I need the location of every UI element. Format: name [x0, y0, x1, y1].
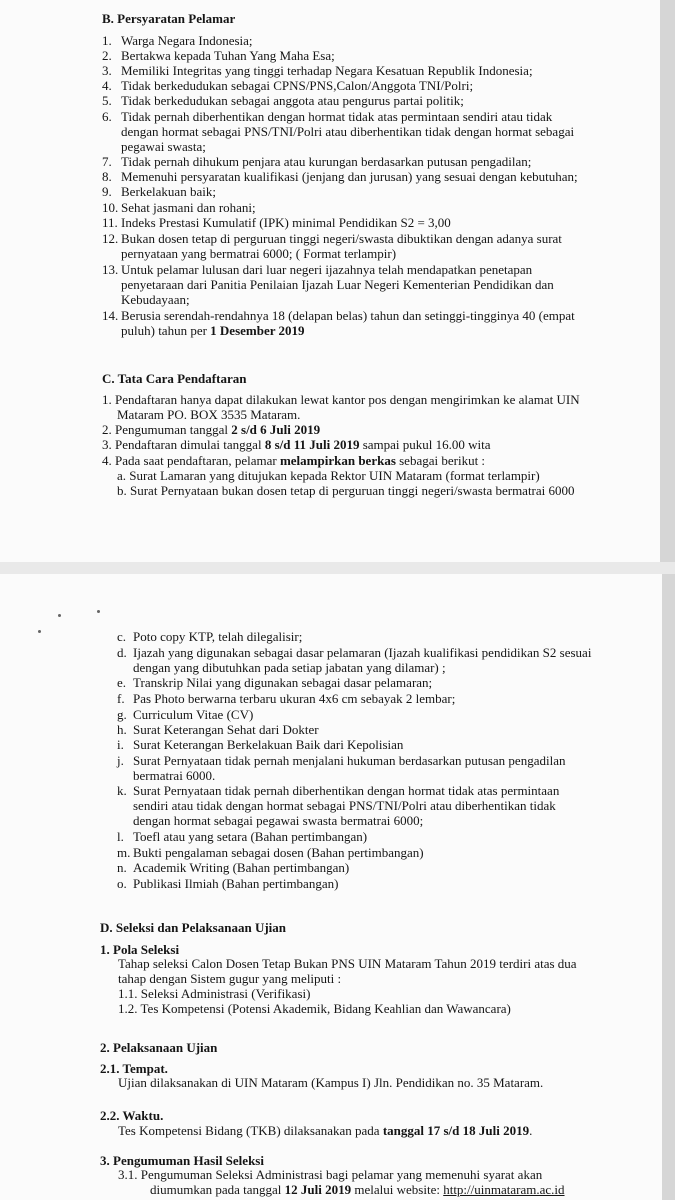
- attachment-text: Bukti pengalaman sebagai dosen (Bahan pertimbangan): [133, 845, 424, 860]
- section-d-title: D. Seleksi dan Pelaksanaan Ujian: [100, 920, 287, 935]
- announcement-3-1-line-2: diumumkan pada tanggal 12 Juli 2019 melalui website: http://uinmataram.ac.id: [150, 1182, 565, 1197]
- requirement-text: Tidak berkedudukan sebagai CPNS/PNS,Calon/Anggota TNI/Polri;: [121, 78, 474, 93]
- attachment-letter: l.: [117, 829, 124, 844]
- section-c-title: C. Tata Cara Pendaftaran: [102, 371, 247, 386]
- requirement-text: puluh) tahun per 1 Desember 2019: [121, 323, 305, 338]
- attachment-letter: d.: [117, 645, 127, 660]
- requirement-text: Warga Negara Indonesia;: [121, 33, 253, 48]
- requirement-text: Memiliki Integritas yang tinggi terhadap Negara Kesatuan Republik Indonesia;: [121, 63, 533, 78]
- attachment-letter: i.: [117, 737, 124, 752]
- attachment-text: Surat Keterangan Berkelakuan Baik dari Kepolisian: [133, 737, 404, 752]
- requirement-text: Memenuhi persyaratan kualifikasi (jenjang dan jurusan) yang sesuai dengan kebutuhan;: [121, 169, 578, 184]
- requirement-number: 13.: [102, 262, 119, 277]
- registration-sub-b: b. Surat Pernyataan bukan dosen tetap di perguruan tinggi negeri/swasta bermatrai 6000: [117, 483, 575, 498]
- registration-item-1-line-2: Mataram PO. BOX 3535 Mataram.: [117, 407, 301, 422]
- attachment-letter: j.: [117, 753, 124, 768]
- requirement-text: pegawai swasta;: [121, 139, 206, 154]
- attachment-text: Surat Pernyataan tidak pernah diberhentikan dengan hormat tidak atas permintaan: [133, 783, 560, 798]
- requirement-number: 4.: [102, 78, 112, 93]
- requirement-number: 10.: [102, 200, 119, 215]
- requirement-text: Berusia serendah-rendahnya 18 (delapan belas) tahun dan setinggi-tingginya 40 (empat: [121, 308, 575, 323]
- requirement-number: 5.: [102, 93, 112, 108]
- document-page-1: [0, 0, 660, 562]
- requirement-text: penyetaraan dari Panitia Penilaian Ijazah Luar Negeri Kementerian Pendidikan dan: [121, 277, 554, 292]
- attachment-letter: o.: [117, 876, 127, 891]
- requirement-text: Kebudayaan;: [121, 292, 190, 307]
- page-2-edge-shadow: [662, 574, 675, 1200]
- attachment-letter: k.: [117, 783, 127, 798]
- exam-time-title: 2.2. Waktu.: [100, 1108, 164, 1123]
- exam-implementation-title: 2. Pelaksanaan Ujian: [100, 1040, 218, 1055]
- attachment-text: Transkrip Nilai yang digunakan sebagai dasar pelamaran;: [133, 675, 433, 690]
- attachment-letter: m.: [117, 845, 131, 860]
- attachment-text: Academik Writing (Bahan pertimbangan): [133, 860, 350, 875]
- selection-pattern-line-1: Tahap seleksi Calon Dosen Tetap Bukan PNS UIN Mataram Tahun 2019 terdiri atas dua: [118, 956, 577, 971]
- attachment-letter: h.: [117, 722, 127, 737]
- selection-pattern-title: 1. Pola Seleksi: [100, 942, 180, 957]
- registration-item-4: 4. Pada saat pendaftaran, pelamar melampirkan berkas sebagai berikut :: [102, 453, 486, 468]
- requirement-number: 8.: [102, 169, 112, 184]
- results-announcement-title: 3. Pengumuman Hasil Seleksi: [100, 1153, 264, 1168]
- requirement-text: Bukan dosen tetap di perguruan tinggi negeri/swasta dibuktikan dengan adanya surat: [121, 231, 562, 246]
- requirement-text: Tidak pernah dihukum penjara atau kurungan berdasarkan putusan pengadilan;: [121, 154, 532, 169]
- scan-speck: [97, 610, 100, 613]
- registration-sub-a: a. Surat Lamaran yang ditujukan kepada Rektor UIN Mataram (format terlampir): [117, 468, 540, 483]
- requirement-number: 1.: [102, 33, 112, 48]
- announcement-3-1-line-1: 3.1. Pengumuman Seleksi Administrasi bagi pelamar yang memenuhi syarat akan: [118, 1167, 543, 1182]
- attachment-text: Pas Photo berwarna terbaru ukuran 4x6 cm sebayak 2 lembar;: [133, 691, 456, 706]
- requirement-number: 12.: [102, 231, 119, 246]
- attachment-letter: e.: [117, 675, 127, 690]
- attachment-text: Ijazah yang digunakan sebagai dasar pelamaran (Ijazah kualifikasi pendidikan S2 sesuai: [133, 645, 592, 660]
- attachment-text: bermatrai 6000.: [133, 768, 216, 783]
- attachment-text: Surat Pernyataan tidak pernah menjalani hukuman berdasarkan putusan pengadilan: [133, 753, 566, 768]
- selection-pattern-line-2: tahap dengan Sistem gugur yang meliputi :: [118, 971, 342, 986]
- requirement-number: 6.: [102, 109, 112, 124]
- attachment-text: dengan hormat sebagai pegawai swasta bermatrai 6000;: [133, 813, 424, 828]
- scan-speck: [38, 630, 41, 633]
- requirement-text: pernyataan yang bermatrai 6000; ( Format terlampir): [121, 246, 397, 261]
- attachment-text: sendiri atau tidak dengan hormat sebagai PNS/TNI/Polri atau diberhentikan tidak: [133, 798, 556, 813]
- attachment-letter: f.: [117, 691, 125, 706]
- requirement-text: Tidak berkedudukan sebagai anggota atau pengurus partai politik;: [121, 93, 464, 108]
- attachment-text: Curriculum Vitae (CV): [133, 707, 254, 722]
- attachment-text: Poto copy KTP, telah dilegalisir;: [133, 629, 303, 644]
- registration-item-2: 2. Pengumuman tanggal 2 s/d 6 Juli 2019: [102, 422, 321, 437]
- requirement-text: Indeks Prestasi Kumulatif (IPK) minimal Pendidikan S2 = 3,00: [121, 215, 451, 230]
- attachment-text: Publikasi Ilmiah (Bahan pertimbangan): [133, 876, 339, 891]
- section-b-title: B. Persyaratan Pelamar: [102, 11, 236, 26]
- exam-place-title: 2.1. Tempat.: [100, 1061, 168, 1076]
- requirement-number: 9.: [102, 184, 112, 199]
- scan-speck: [58, 614, 61, 617]
- exam-time-text: Tes Kompetensi Bidang (TKB) dilaksanakan pada tanggal 17 s/d 18 Juli 2019.: [118, 1123, 533, 1138]
- requirement-text: Bertakwa kepada Tuhan Yang Maha Esa;: [121, 48, 335, 63]
- requirement-text: Tidak pernah diberhentikan dengan hormat tidak atas permintaan sendiri atau tidak: [121, 109, 553, 124]
- attachment-text: Toefl atau yang setara (Bahan pertimbangan): [133, 829, 368, 844]
- requirement-number: 2.: [102, 48, 112, 63]
- selection-stage-1-1: 1.1. Seleksi Administrasi (Verifikasi): [118, 986, 311, 1001]
- attachment-text: dengan yang dibutuhkan pada setiap jabatan yang dilamar) ;: [133, 660, 446, 675]
- requirement-number: 11.: [102, 215, 118, 230]
- attachment-text: Surat Keterangan Sehat dari Dokter: [133, 722, 319, 737]
- registration-item-1-line-1: 1. Pendaftaran hanya dapat dilakukan lewat kantor pos dengan mengirimkan ke alamat UIN: [102, 392, 580, 407]
- attachment-letter: g.: [117, 707, 127, 722]
- selection-stage-1-2: 1.2. Tes Kompetensi (Potensi Akademik, Bidang Keahlian dan Wawancara): [118, 1001, 511, 1016]
- requirement-number: 3.: [102, 63, 112, 78]
- requirement-text: Sehat jasmani dan rohani;: [121, 200, 256, 215]
- attachment-letter: n.: [117, 860, 127, 875]
- registration-item-3: 3. Pendaftaran dimulai tanggal 8 s/d 11 Juli 2019 sampai pukul 16.00 wita: [102, 437, 491, 452]
- requirement-text: Berkelakuan baik;: [121, 184, 216, 199]
- requirement-text: Untuk pelamar lulusan dari luar negeri ijazahnya telah mendapatkan penetapan: [121, 262, 533, 277]
- exam-place-text: Ujian dilaksanakan di UIN Mataram (Kampus I) Jln. Pendidikan no. 35 Mataram.: [118, 1075, 544, 1090]
- document-page-2: [0, 574, 662, 1200]
- requirement-text: dengan hormat sebagai PNS/TNI/Polri atau diberhentikan tidak dengan hormat sebagai: [121, 124, 575, 139]
- website-link[interactable]: http://uinmataram.ac.id: [443, 1182, 565, 1197]
- requirement-number: 14.: [102, 308, 119, 323]
- attachment-letter: c.: [117, 629, 127, 644]
- page-1-edge-shadow: [660, 0, 675, 562]
- requirement-number: 7.: [102, 154, 112, 169]
